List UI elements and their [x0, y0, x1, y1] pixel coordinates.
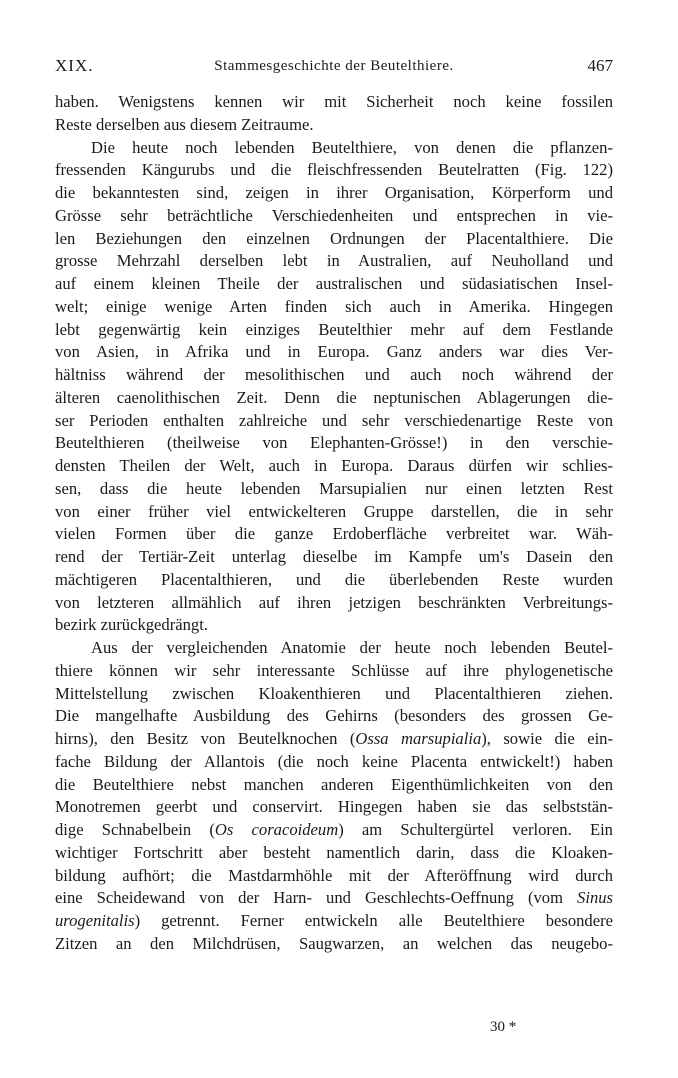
text-line	[55, 523, 613, 546]
line-text: len Beziehungen den einzelnen Ordnungen der Placentalthiere. Die	[55, 228, 613, 248]
text-line	[55, 865, 613, 888]
text-line	[55, 159, 613, 182]
text-line	[55, 637, 613, 660]
text-line	[55, 705, 613, 728]
line-text-after: ), sowie die ein-	[481, 729, 613, 748]
text-line	[55, 273, 613, 296]
line-text: von einer früher viel entwickelteren Gruppe darstellen, die in sehr	[55, 501, 613, 521]
line-text: ser Perioden enthalten zahlreiche und sehr verschiedenartige Reste von	[55, 410, 613, 430]
line-text: Die mangelhafte Ausbildung des Gehirns (besonders des grossen Ge-	[55, 706, 613, 726]
line-text: thiere können wir sehr interessante Schlüsse auf ihre phylogenetische	[55, 660, 613, 680]
line-text: die Beutelthiere nebst manchen anderen Eigenthümlichkeiten von den	[55, 774, 613, 794]
text-line	[55, 205, 613, 228]
line-text-after: ) getrennt. Ferner entwickeln alle Beutelthiere besondere	[134, 911, 613, 930]
text-line	[55, 683, 613, 706]
text-line	[55, 387, 613, 410]
line-text-after: ) am Schultergürtel verloren. Ein	[338, 820, 613, 839]
text-line	[55, 364, 613, 387]
text-line	[55, 114, 613, 137]
text-line	[55, 592, 613, 615]
line-text: auf einem kleinen Theile der australischen und südasiatischen Insel-	[55, 274, 613, 293]
line-text: densten Theilen der Welt, auch in Europa. Daraus dürfen wir schlies-	[55, 456, 613, 475]
line-text: Reste derselben aus diesem Zeitraume.	[55, 114, 314, 134]
line-text: von letzteren allmählich auf ihren jetzigen beschränkten Verbreitungs-	[55, 592, 613, 612]
line-text: lebt gegenwärtig kein einziges Beutelthier mehr auf dem Festlande	[55, 319, 613, 339]
text-line	[55, 228, 613, 251]
line-text: Zitzen an den Milchdrüsen, Saugwarzen, an welchen das neugebo-	[55, 933, 613, 953]
text-line	[55, 728, 613, 751]
line-text: dige Schnabelbein (	[55, 820, 215, 839]
text-line	[55, 819, 613, 842]
line-text: eine Scheidewand von der Harn- und Geschlechts-Oeffnung (vom	[55, 888, 578, 908]
line-text: sen, dass die heute lebenden Marsupialien nur einen letzten Rest	[55, 478, 613, 498]
line-text: Beutelthieren (theilweise von Elephanten-Grösse!) in den verschie-	[55, 433, 613, 453]
italic-term: Os coracoideum	[214, 820, 339, 839]
line-text: haben. Wenigstens kennen wir mit Sicherheit noch keine fossilen	[55, 92, 613, 111]
text-line	[55, 933, 613, 956]
text-line	[55, 774, 613, 797]
chapter-number: XIX.	[55, 56, 94, 75]
text-line	[55, 796, 613, 819]
line-text: Monotremen geerbt und conservirt. Hingegen haben sie das selbststän-	[55, 797, 613, 817]
text-line	[55, 91, 613, 114]
line-text: bildung aufhört; die Mastdarmhöhle mit der Afteröffnung wird durch	[55, 865, 613, 885]
text-line	[55, 614, 613, 637]
text-line	[55, 137, 613, 160]
line-text: Grösse sehr beträchtliche Verschiedenheiten und entsprechen in vie-	[55, 205, 613, 225]
line-text: Die heute noch lebenden Beutelthiere, von denen die pflanzen-	[91, 137, 613, 157]
line-text: Aus der vergleichenden Anatomie der heute noch lebenden Beutel-	[91, 638, 613, 657]
text-line	[55, 501, 613, 524]
text-line	[55, 250, 613, 273]
text-line	[55, 341, 613, 364]
running-header	[55, 56, 613, 78]
signature-mark: 30 *	[490, 1019, 517, 1035]
text-line	[55, 660, 613, 683]
text-line	[55, 569, 613, 592]
line-text: die bekanntesten sind, zeigen in ihrer Organisation, Körperform und	[55, 183, 613, 202]
text-line	[55, 842, 613, 865]
line-text: rend der Tertiär-Zeit unterlag dieselbe im Kampfe um's Dasein den	[55, 547, 613, 566]
text-line	[55, 546, 613, 569]
line-text: von Asien, in Afrika und in Europa. Ganz anders war dies Ver-	[55, 342, 613, 362]
line-text: fressenden Kängurubs und die fleischfressenden Beutelratten (Fig. 122)	[55, 160, 613, 180]
line-text: vielen Formen über die ganze Erdoberfläche verbreitet war. Wäh-	[55, 524, 613, 544]
text-line	[55, 182, 613, 205]
page-number: 467	[587, 56, 613, 75]
running-title: Stammesgeschichte der Beutelthiere.	[214, 58, 454, 74]
text-line	[55, 319, 613, 342]
text-line	[55, 410, 613, 433]
body-text	[55, 91, 613, 956]
text-line	[55, 455, 613, 478]
text-line	[55, 478, 613, 501]
text-line	[55, 910, 613, 933]
line-text: Mittelstellung zwischen Kloakenthieren und Placentalthieren ziehen.	[55, 683, 613, 703]
text-line	[55, 296, 613, 319]
line-text: mächtigeren Placentalthieren, und die überlebenden Reste wurden	[55, 569, 613, 589]
line-text: wichtiger Fortschritt aber besteht namentlich darin, dass die Kloaken-	[55, 842, 613, 862]
line-text: fache Bildung der Allantois (die noch keine Placenta entwickelt!) haben	[55, 751, 613, 771]
italic-term: Ossa marsupialia	[355, 729, 482, 748]
line-text: grosse Mehrzahl derselben lebt in Australien, auf Neuholland und	[55, 251, 613, 271]
text-line	[55, 887, 613, 910]
line-text: hältniss während der mesolithischen und auch noch während der	[55, 365, 613, 384]
italic-term: urogenitalis	[55, 911, 135, 930]
italic-term: Sinus	[577, 888, 613, 908]
text-line	[55, 751, 613, 774]
line-text: hirns), den Besitz von Beutelknochen (	[55, 729, 356, 748]
line-text: welt; einige wenige Arten finden sich auch in Amerika. Hingegen	[55, 296, 613, 316]
text-line	[55, 432, 613, 455]
line-text: bezirk zurückgedrängt.	[55, 615, 208, 635]
line-text: älteren caenolithischen Zeit. Denn die neptunischen Ablagerungen die-	[55, 387, 613, 407]
